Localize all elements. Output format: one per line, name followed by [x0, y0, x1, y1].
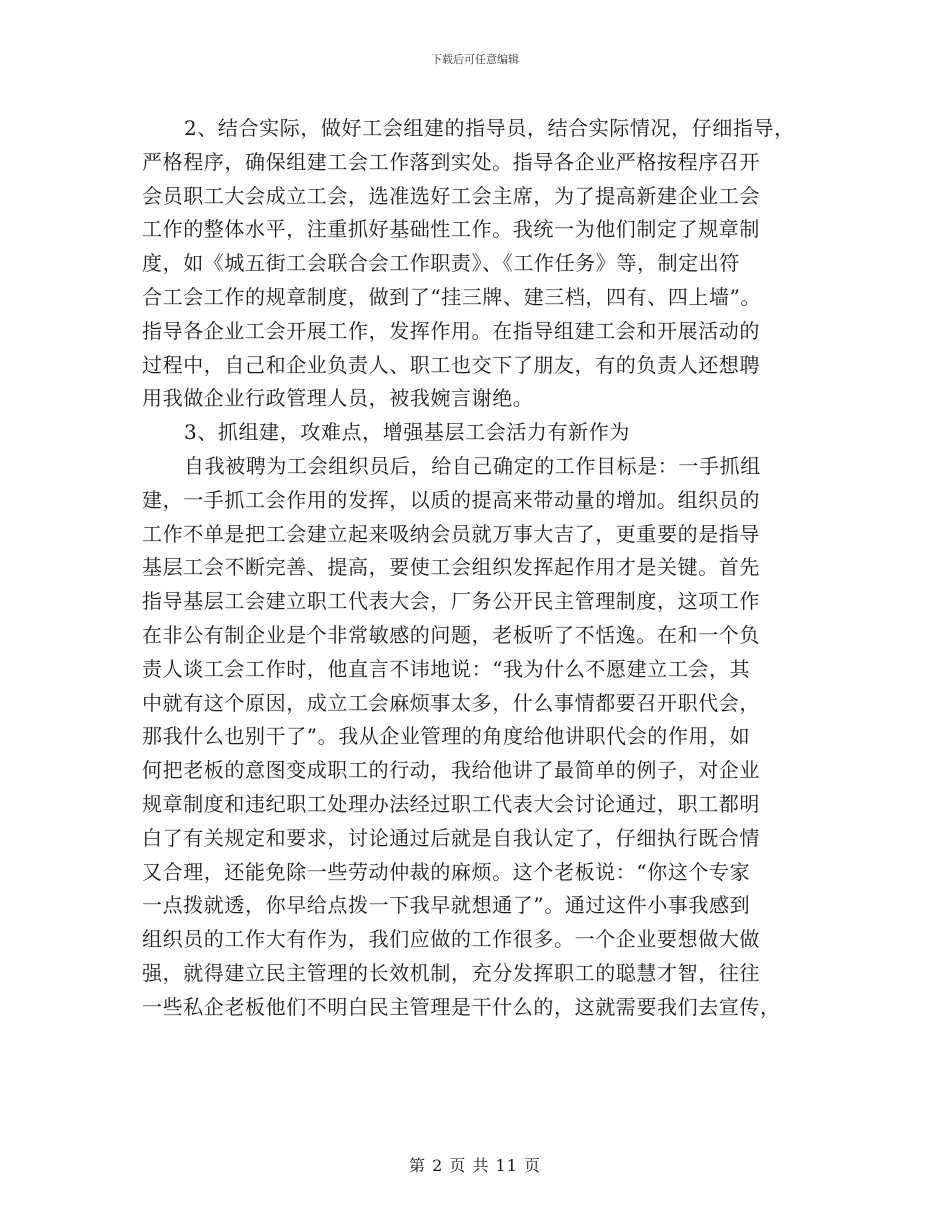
text-line: 工作不单是把工会建立起来吸纳会员就万事大吉了，更重要的是指导 — [142, 521, 760, 546]
page-number: 第 2 页 共 11 页 — [409, 1156, 541, 1175]
text-line: 白了有关规定和要求，讨论通过后就是自我认定了，仔细执行既合情 — [142, 825, 760, 850]
text-line: 用我做企业行政管理人员，被我婉言谢绝。 — [142, 386, 534, 411]
text-line: 一点拨就透，你早给点拨一下我早就想通了”。通过这件小事我感到 — [142, 893, 751, 918]
text-line: 度，如《城五街工会联合会工作职责》、《工作任务》等，制定出符 — [142, 251, 740, 276]
text-line: 严格程序，确保组建工会工作落到实处。指导各企业严格按程序召开 — [142, 149, 760, 174]
text-line: 合工会工作的规章制度，做到了“挂三牌、建三档，四有、四上墙”。 — [142, 284, 762, 309]
text-line: 指导基层工会建立职工代表大会，厂务公开民主管理制度，这项工作 — [142, 589, 760, 614]
text-line: 一些私企老板他们不明白民主管理是干什么的，这就需要我们去宣传， — [142, 994, 781, 1019]
text-line: 规章制度和违纪职工处理办法经过职工代表大会讨论通过，职工都明 — [142, 791, 760, 816]
text-line: 中就有这个原因，成立工会麻烦事太多，什么事情都要召开职代会， — [142, 690, 760, 715]
text-line: 责人谈工会工作时，他直言不讳地说：“我为什么不愿建立工会，其 — [142, 656, 751, 681]
text-line: 基层工会不断完善、提高，要使工会组织发挥起作用才是关键。首先 — [142, 555, 760, 580]
text-line: 建，一手抓工会作用的发挥，以质的提高来带动量的增加。组织员的 — [142, 487, 760, 512]
page-header: 下载后可任意编辑 — [431, 53, 519, 66]
text-line: 自我被聘为工会组织员后，给自己确定的工作目标是：一手抓组 — [184, 453, 761, 478]
text-line: 会员职工大会成立工会，选准选好工会主席，为了提高新建企业工会 — [142, 183, 760, 208]
text-line: 过程中，自己和企业负责人、职工也交下了朋友，有的负责人还想聘 — [142, 352, 760, 377]
text-line: 工作的整体水平，注重抓好基础性工作。我统一为他们制定了规章制 — [142, 217, 760, 242]
text-line: 强，就得建立民主管理的长效机制，充分发挥职工的聪慧才智，往往 — [142, 960, 760, 985]
text-line: 又合理，还能免除一些劳动仲裁的麻烦。这个老板说：“你这个专家 — [142, 859, 751, 884]
text-line: 3、抓组建，攻难点，增强基层工会活力有新作为 — [184, 420, 630, 445]
text-line: 2、结合实际，做好工会组建的指导员，结合实际情况，仔细指导， — [184, 116, 795, 140]
text-line: 指导各企业工会开展工作，发挥作用。在指导组建工会和开展活动的 — [142, 318, 760, 343]
text-line: 何把老板的意图变成职工的行动，我给他讲了最简单的例子，对企业 — [142, 758, 760, 783]
document-body — [142, 112, 832, 1025]
text-line: 组织员的工作大有作为，我们应做的工作很多。一个企业要想做大做 — [142, 927, 760, 952]
text-line: 那我什么也别干了”。我从企业管理的角度给他讲职代会的作用，如 — [142, 724, 751, 749]
text-line: 在非公有制企业是个非常敏感的问题，老板听了不恬逸。在和一个负 — [142, 622, 760, 647]
